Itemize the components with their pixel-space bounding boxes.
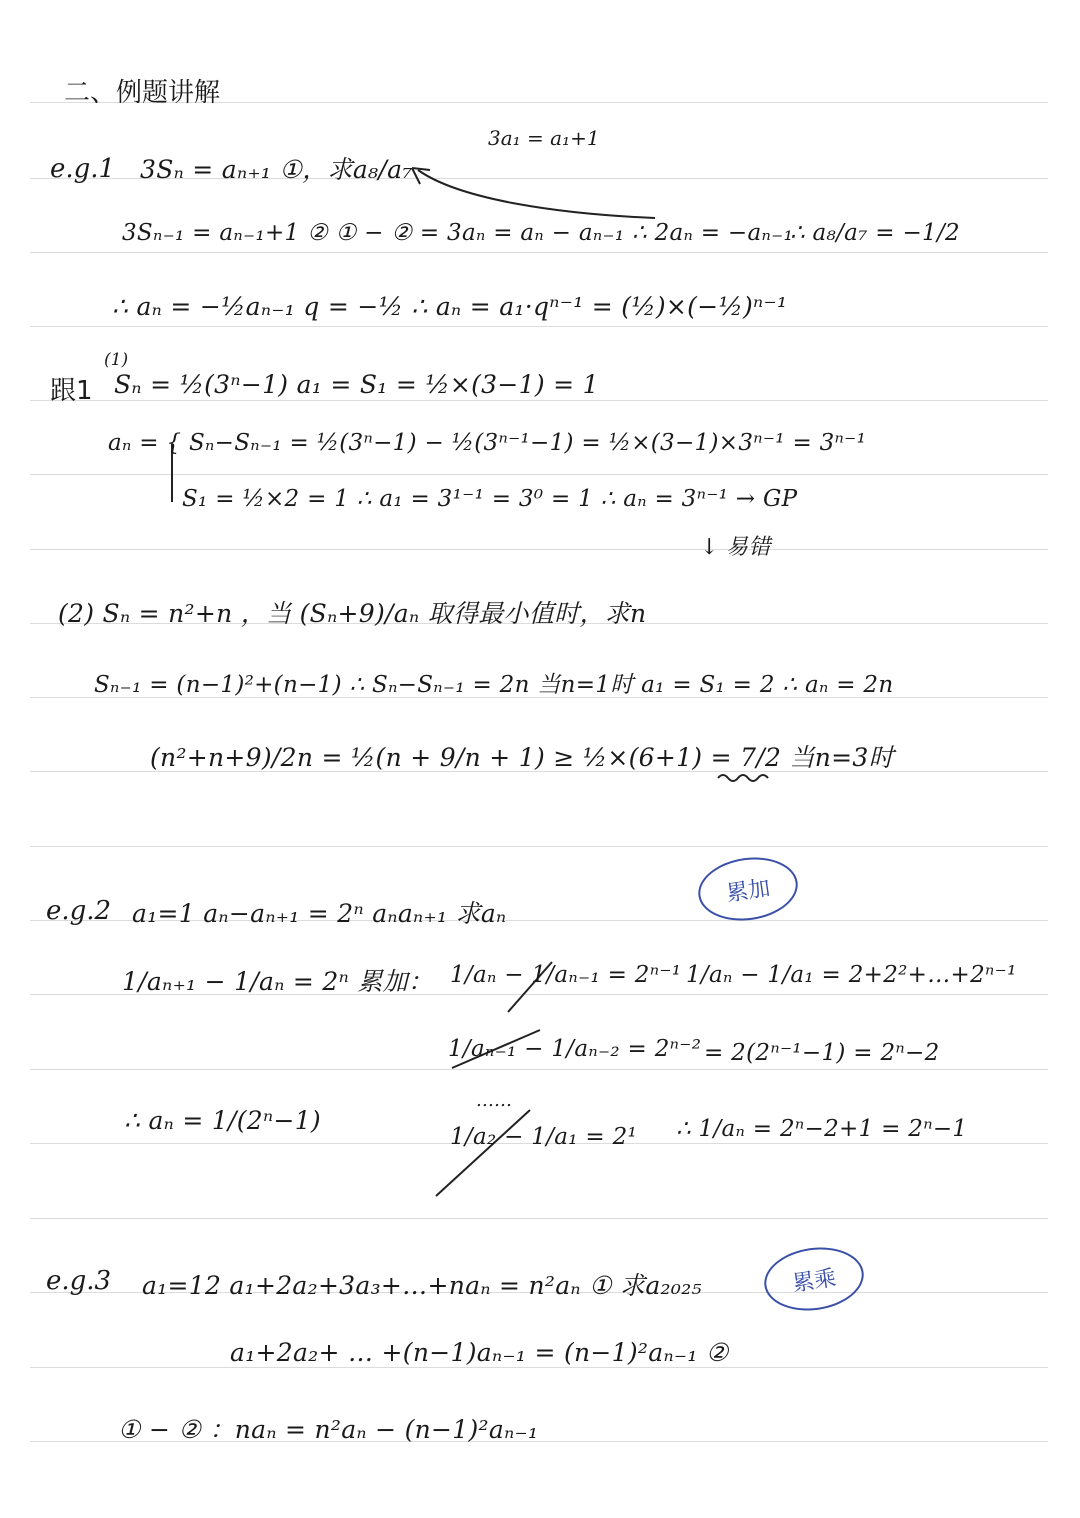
example-1-line-1: 3Sₙ₋₁ = aₙ₋₁+1 ② ① − ② = 3aₙ = aₙ − aₙ₋₁ ∴ 2aₙ = −aₙ₋₁ <box>122 220 794 246</box>
follow-1-given: Sₙ = ½(3ⁿ−1) a₁ = S₁ = ½×(3−1) = 1 <box>114 370 599 399</box>
follow-1-annotation: ↓ 易错 <box>700 535 771 560</box>
example-3-stamp: 累乘 <box>760 1241 868 1316</box>
example-1-problem: 3Sₙ = aₙ₊₁ ①，求a₈/a₇ <box>140 155 413 184</box>
example-1-note: 3a₁ = a₁+1 <box>488 126 600 150</box>
example-2-label: e.g.2 <box>46 896 112 926</box>
example-3-line-2: ① − ② ：naₙ = n²aₙ − (n−1)²aₙ₋₁ <box>118 1415 539 1444</box>
follow-1-part-1-label: (1) <box>104 350 129 370</box>
example-2-result: ∴ aₙ = 1/(2ⁿ−1) <box>124 1106 321 1135</box>
follow-1-part-2: (2) Sₙ = n²+n ，当 (Sₙ+9)/aₙ 取得最小值时，求n <box>58 599 647 628</box>
example-2-stack-2: 1/aₙ₋₁ − 1/aₙ₋₂ = 2ⁿ⁻² <box>448 1036 702 1062</box>
follow-1-line-3: Sₙ₋₁ = (n−1)²+(n−1) ∴ Sₙ−Sₙ₋₁ = 2n 当n=1时 a₁ = S₁ = 2 ∴ aₙ = 2n <box>94 672 894 698</box>
example-2-stack-3: 1/a₂ − 1/a₁ = 2¹ <box>450 1124 638 1150</box>
example-2-problem: a₁=1 aₙ−aₙ₊₁ = 2ⁿ aₙaₙ₊₁ 求aₙ <box>132 899 507 928</box>
example-3-label: e.g.3 <box>46 1266 112 1296</box>
example-3-line-1: a₁+2a₂+ … +(n−1)aₙ₋₁ = (n−1)²aₙ₋₁ ② <box>230 1338 729 1367</box>
follow-1-line-4: (n²+n+9)/2n = ½(n + 9/n + 1) ≥ ½×(6+1) = 7/2 当n=3时 <box>150 743 894 772</box>
example-2-right-2: = 2(2ⁿ⁻¹−1) = 2ⁿ−2 <box>704 1040 940 1066</box>
example-1-line-2: ∴ aₙ = −½aₙ₋₁ q = −½ ∴ aₙ = a₁·qⁿ⁻¹ = (½)×(−½)ⁿ⁻¹ <box>112 292 788 321</box>
example-2-line-1: 1/aₙ₊₁ − 1/aₙ = 2ⁿ 累加： <box>122 967 434 996</box>
example-2-dots: ...... <box>476 1090 513 1111</box>
follow-1-case-2: S₁ = ½×2 = 1 ∴ a₁ = 3¹⁻¹ = 3⁰ = 1 ∴ aₙ = 3ⁿ⁻¹ → GP <box>182 486 798 512</box>
wavy-underline <box>718 775 768 781</box>
example-2-stack-1: 1/aₙ − 1/aₙ₋₁ = 2ⁿ⁻¹ <box>450 962 682 988</box>
follow-1-label: 跟1 <box>50 376 93 406</box>
example-1-label: e.g.1 <box>50 154 116 184</box>
cancel-stroke <box>436 1110 530 1196</box>
example-1-ratio: ∴ a₈/a₇ = −1/2 <box>790 220 960 246</box>
example-2-right-3: ∴ 1/aₙ = 2ⁿ−2+1 = 2ⁿ−1 <box>676 1116 968 1142</box>
follow-1-case-1: aₙ = { Sₙ−Sₙ₋₁ = ½(3ⁿ−1) − ½(3ⁿ⁻¹−1) = ½×(3−1)×3ⁿ⁻¹ = 3ⁿ⁻¹ <box>108 430 867 456</box>
example-3-problem: a₁=12 a₁+2a₂+3a₃+…+naₙ = n²aₙ ① 求a₂₀₂₅ <box>142 1271 702 1300</box>
section-title: 二、例题讲解 <box>64 78 221 108</box>
arrow-curve <box>418 170 655 218</box>
example-2-right-1: 1/aₙ − 1/a₁ = 2+2²+…+2ⁿ⁻¹ <box>686 962 1017 988</box>
example-2-stamp: 累加 <box>694 851 802 926</box>
